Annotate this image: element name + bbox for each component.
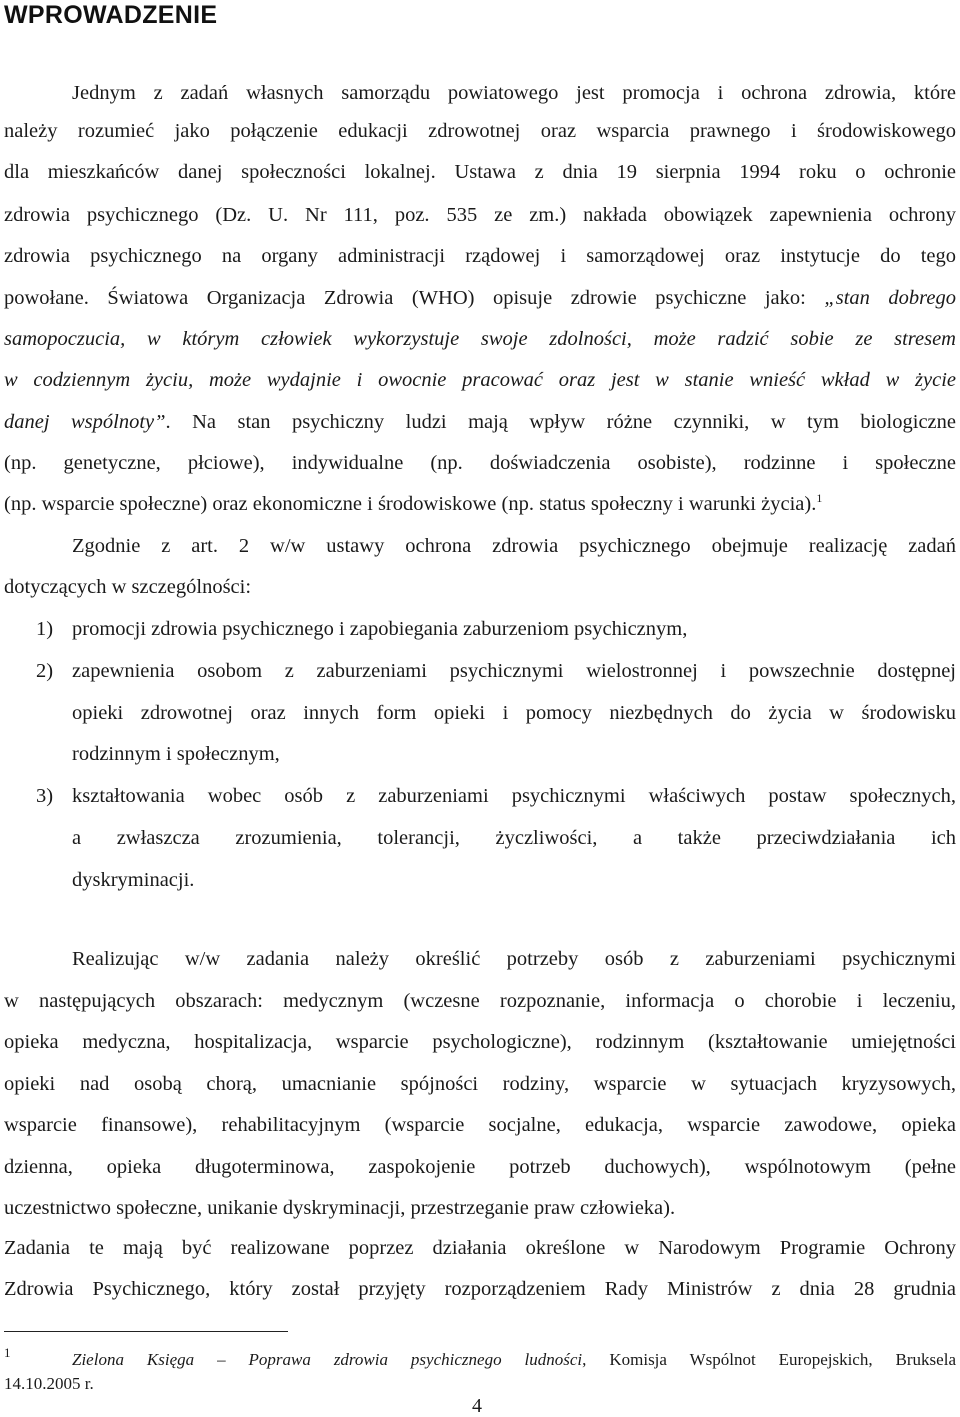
- list-item-line: a zwłaszcza zrozumienia, tolerancji, życzliwości, a także przeciwdziałania ich: [72, 827, 956, 849]
- text-run: (np. wsparcie społeczne) oraz ekonomiczne i środowiskowe (np. status społeczny i warunki życia).: [4, 493, 817, 515]
- list-item-line: zapewnienia osobom z zaburzeniami psychicznymi wielostronnej i powszechnie dostępnej: [72, 660, 956, 682]
- section-heading: WPROWADZENIE: [4, 1, 218, 29]
- footnote-date: 14.10.2005 r.: [4, 1374, 94, 1393]
- paragraph-line: [4, 408, 956, 436]
- paragraph-line: Jednym z zadań własnych samorządu powiatowego jest promocja i ochrona zdrowia, które: [72, 82, 956, 104]
- paragraph-line: wsparcie finansowe), rehabilitacyjnym (wsparcie socjalne, edukacja, wsparcie zawodowe, opieka: [4, 1114, 956, 1136]
- list-number: 3): [36, 785, 54, 807]
- paragraph-line: zdrowia psychicznego (Dz. U. Nr 111, poz. 535 ze zm.) nakłada obowiązek zapewnienia ochrony: [4, 204, 956, 226]
- list-item-line: promocji zdrowia psychicznego i zapobiegania zaburzeniom psychicznym,: [72, 618, 688, 640]
- footnote-text: [72, 1349, 956, 1371]
- paragraph-line: [4, 284, 956, 312]
- page-number: 4: [472, 1395, 482, 1417]
- quote-italic: „stan dobrego: [824, 287, 957, 309]
- paragraph-line: zdrowia psychicznego na organy administracji rządowej i samorządowej oraz instytucje do tego: [4, 245, 956, 267]
- paragraph-line: Zgodnie z art. 2 w/w ustawy ochrona zdrowia psychicznego obejmuje realizację zadań: [72, 535, 956, 557]
- list-item-line: kształtowania wobec osób z zaburzeniami psychicznymi właściwych postaw społecznych,: [72, 785, 956, 807]
- list-item-line: dyskryminacji.: [72, 869, 195, 891]
- paragraph-line: opieka medyczna, hospitalizacja, wsparcie psychologiczne), rodzinnym (kształtowanie umiejętności: [4, 1031, 956, 1053]
- text-run: . Na stan psychiczny ludzi mają wpływ różne czynniki, w tym biologiczne: [165, 411, 956, 433]
- paragraph-line: dzienna, opieka długoterminowa, zaspokojenie potrzeb duchowych), wspólnotowym (pełne: [4, 1156, 956, 1178]
- footnote-title: Zielona Księga – Poprawa zdrowia psychicznego ludności: [72, 1350, 583, 1369]
- quote-line: w codziennym życiu, może wydajnie i owocnie pracować oraz jest w stanie wnieść wkład w życie: [4, 369, 956, 391]
- paragraph-line: w następujących obszarach: medycznym (wczesne rozpoznanie, informacja o chorobie i leczeniu,: [4, 990, 956, 1012]
- footnote-number: 1: [4, 1345, 11, 1360]
- quote-line: samopoczucia, w którym człowiek wykorzystuje swoje zdolności, może radzić sobie ze stresem: [4, 328, 956, 350]
- footnote-ref: 1: [816, 491, 823, 506]
- paragraph-line: Zdrowia Psychicznego, który został przyjęty rozporządzeniem Rady Ministrów z dnia 28 grudnia: [4, 1278, 956, 1300]
- quote-italic: danej wspólnoty”: [4, 411, 166, 433]
- footnote-source: , Komisja Wspólnot Europejskich, Bruksela: [582, 1350, 956, 1369]
- paragraph-line: uczestnictwo społeczne, unikanie dyskryminacji, przestrzeganie praw człowieka).: [4, 1197, 676, 1219]
- list-item-line: rodzinnym i społecznym,: [72, 743, 280, 765]
- paragraph-line: [4, 490, 956, 518]
- paragraph-line: Zadania te mają być realizowane poprzez działania określone w Narodowym Programie Ochrony: [4, 1237, 956, 1259]
- paragraph-line: należy rozumieć jako połączenie edukacji zdrowotnej oraz wsparcia prawnego i środowiskowego: [4, 120, 956, 142]
- paragraph-line: opieki nad osobą chorą, umacnianie spójności rodziny, wsparcie w sytuacjach kryzysowych,: [4, 1073, 956, 1095]
- paragraph-line: (np. genetyczne, płciowe), indywidualne (np. doświadczenia osobiste), rodzinne i społeczne: [4, 452, 956, 474]
- paragraph-line: dotyczących w szczególności:: [4, 576, 252, 598]
- list-number: 2): [36, 660, 54, 682]
- paragraph-line: Realizując w/w zadania należy określić potrzeby osób z zaburzeniami psychicznymi: [72, 948, 956, 970]
- list-item-line: opieki zdrowotnej oraz innych form opieki i pomocy niezbędnych do życia w środowisku: [72, 702, 956, 724]
- footnote-separator: [4, 1331, 288, 1332]
- list-number: 1): [36, 618, 54, 640]
- paragraph-line: dla mieszkańców danej społeczności lokalnej. Ustawa z dnia 19 sierpnia 1994 roku o ochronie: [4, 161, 956, 183]
- text-run: powołane. Światowa Organizacja Zdrowia (WHO) opisuje zdrowie psychiczne jako:: [4, 287, 825, 309]
